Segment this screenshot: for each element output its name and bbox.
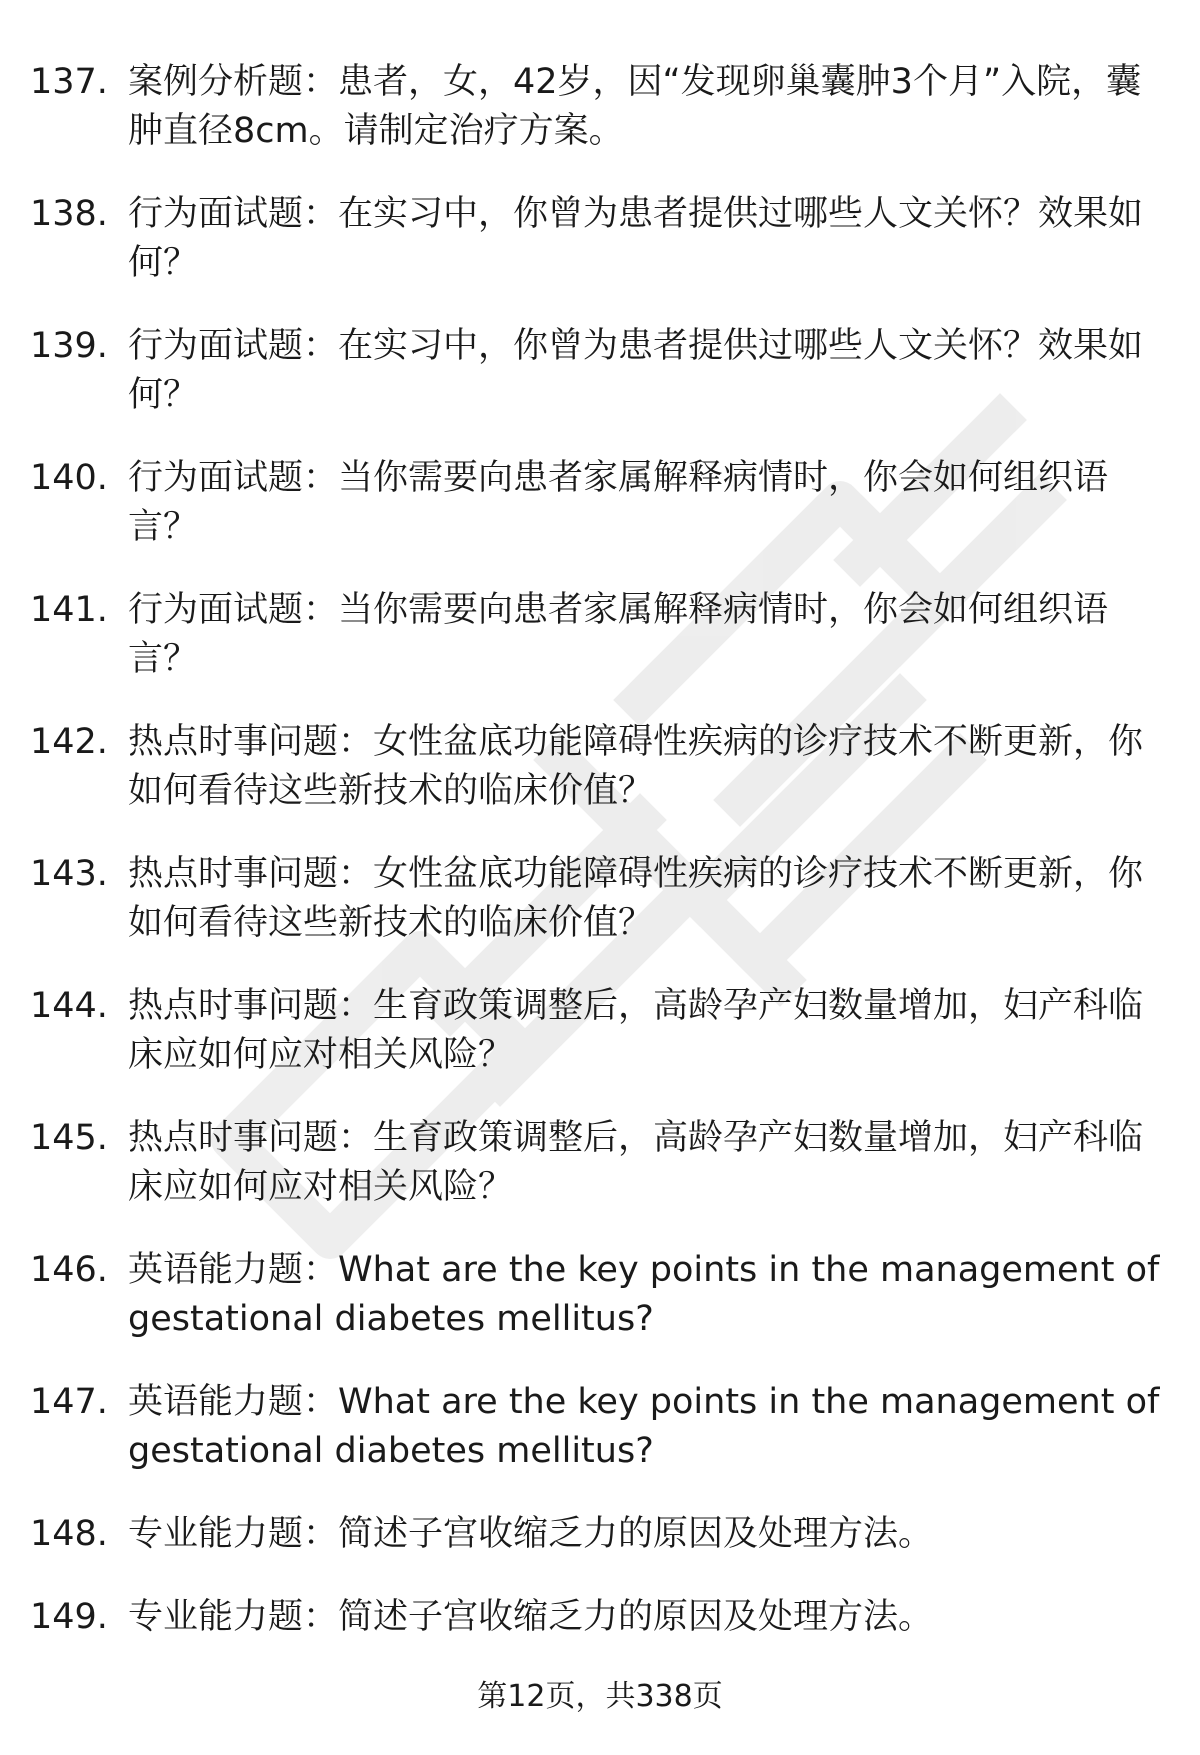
question-category: 英语能力题： (128, 1382, 339, 1422)
question-body (128, 1378, 1170, 1476)
question-number: 140. (30, 458, 108, 498)
question-body (128, 718, 1170, 816)
question-number: 148. (30, 1514, 108, 1554)
question-category: 行为面试题： (128, 458, 339, 498)
question-category: 专业能力题： (128, 1514, 339, 1554)
question-number: 149. (30, 1597, 108, 1637)
question-item (30, 190, 1170, 288)
question-body (128, 1593, 1170, 1642)
question-item (30, 1114, 1170, 1212)
question-item (30, 1593, 1170, 1642)
question-text: 当你需要向患者家属解释病情时，你会如何组织语言？ (128, 458, 1109, 547)
question-body (128, 850, 1170, 948)
question-number: 141. (30, 590, 108, 630)
question-number: 139. (30, 326, 108, 366)
question-body (128, 586, 1170, 684)
question-body (128, 322, 1170, 420)
question-item (30, 1246, 1170, 1344)
question-list (30, 58, 1170, 1676)
question-item (30, 850, 1170, 948)
question-body (128, 1246, 1170, 1344)
question-category: 热点时事问题： (128, 986, 374, 1026)
question-text: 在实习中，你曾为患者提供过哪些人文关怀？效果如何？ (128, 194, 1144, 283)
question-item (30, 982, 1170, 1080)
question-number: 138. (30, 194, 108, 234)
question-category: 热点时事问题： (128, 1118, 374, 1158)
question-text: What are the key points in the management of gestational diabetes mellitus? (128, 1382, 1160, 1471)
question-category: 专业能力题： (128, 1597, 339, 1637)
question-text: 在实习中，你曾为患者提供过哪些人文关怀？效果如何？ (128, 326, 1144, 415)
question-text: 简述子宫收缩乏力的原因及处理方法。 (338, 1597, 934, 1637)
question-text: 生育政策调整后，高龄孕产妇数量增加，妇产科临床应如何应对相关风险？ (128, 986, 1144, 1075)
question-number: 144. (30, 986, 108, 1026)
question-text: What are the key points in the management of gestational diabetes mellitus? (128, 1250, 1160, 1339)
question-text: 简述子宫收缩乏力的原因及处理方法。 (338, 1514, 934, 1554)
question-category: 热点时事问题： (128, 722, 374, 762)
question-item (30, 1510, 1170, 1559)
page-footer: 第12页，共338页 (477, 1679, 723, 1714)
question-number: 137. (30, 62, 108, 102)
question-body (128, 454, 1170, 552)
question-number: 142. (30, 722, 108, 762)
question-text: 女性盆底功能障碍性疾病的诊疗技术不断更新，你如何看待这些新技术的临床价值？ (128, 722, 1144, 811)
question-number: 143. (30, 854, 108, 894)
question-text: 当你需要向患者家属解释病情时，你会如何组织语言？ (128, 590, 1109, 679)
question-category: 行为面试题： (128, 326, 339, 366)
question-text: 生育政策调整后，高龄孕产妇数量增加，妇产科临床应如何应对相关风险？ (128, 1118, 1144, 1207)
question-category: 行为面试题： (128, 590, 339, 630)
question-number: 147. (30, 1382, 108, 1422)
question-number: 146. (30, 1250, 108, 1290)
question-body (128, 58, 1170, 156)
question-category: 案例分析题： (128, 62, 339, 102)
question-item (30, 58, 1170, 156)
question-item (30, 322, 1170, 420)
question-item (30, 454, 1170, 552)
question-number: 145. (30, 1118, 108, 1158)
question-body (128, 190, 1170, 288)
question-text: 女性盆底功能障碍性疾病的诊疗技术不断更新，你如何看待这些新技术的临床价值？ (128, 854, 1144, 943)
question-category: 热点时事问题： (128, 854, 374, 894)
question-text: 患者，女，42岁，因“发现卵巢囊肿3个月”入院，囊肿直径8cm。请制定治疗方案。 (128, 62, 1142, 151)
question-body (128, 982, 1170, 1080)
question-body (128, 1510, 1170, 1559)
question-category: 行为面试题： (128, 194, 339, 234)
question-category: 英语能力题： (128, 1250, 339, 1290)
question-item (30, 718, 1170, 816)
question-item (30, 586, 1170, 684)
question-body (128, 1114, 1170, 1212)
question-item (30, 1378, 1170, 1476)
